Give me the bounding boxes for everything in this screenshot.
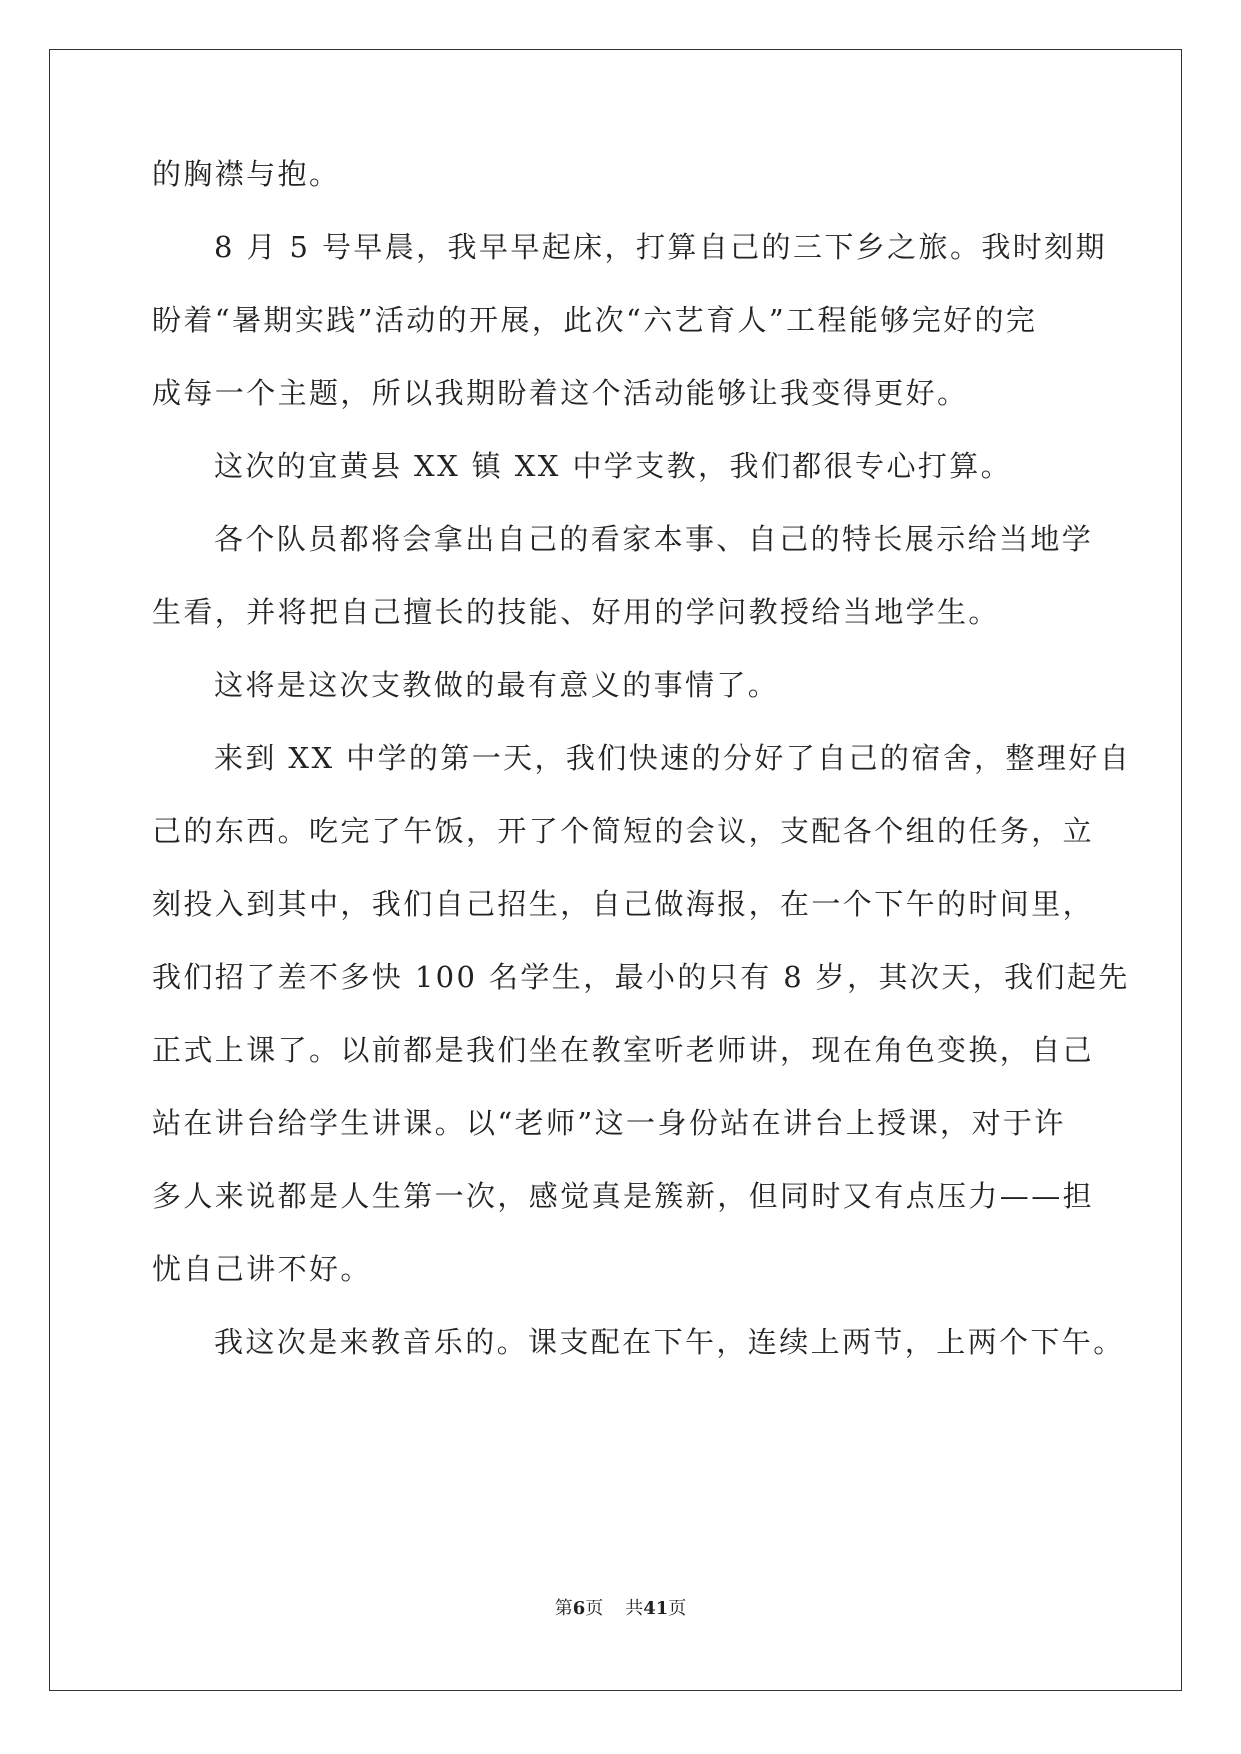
paragraph-line: 这将是这次支教做的最有意义的事情了。 — [214, 668, 780, 702]
paragraph-line: 己的东西。吃完了午饭，开了个简短的会议，支配各个组的任务，立 — [152, 814, 1095, 848]
paragraph-line: 我们招了差不多快 100 名学生，最小的只有 8 岁，其次天，我们起先 — [152, 960, 1130, 994]
paragraph-line: 正式上课了。以前都是我们坐在教室听老师讲，现在角色变换，自己 — [152, 1033, 1095, 1067]
paragraph-line: 忧自己讲不好。 — [152, 1252, 372, 1286]
paragraph-line: 成每一个主题，所以我期盼着这个活动能够让我变得更好。 — [152, 376, 969, 410]
paragraph-line: 8 月 5 号早晨，我早早起床，打算自己的三下乡之旅。我时刻期 — [214, 230, 1107, 264]
total-suffix: 页 — [668, 1598, 687, 1619]
paragraph-line: 刻投入到其中，我们自己招生，自己做海报，在一个下午的时间里， — [152, 887, 1095, 921]
page-suffix: 页 — [585, 1598, 604, 1619]
paragraph-line: 的胸襟与抱。 — [152, 157, 341, 191]
paragraph-line: 来到 XX 中学的第一天，我们快速的分好了自己的宿舍，整理好自 — [214, 741, 1132, 775]
paragraph-line: 我这次是来教音乐的。课支配在下午，连续上两节，上两个下午。 — [214, 1325, 1125, 1359]
paragraph-line: 这次的宜黄县 XX 镇 XX 中学支教，我们都很专心打算。 — [214, 449, 1013, 483]
page-number: 6 — [572, 1598, 586, 1619]
total-pages: 41 — [643, 1598, 669, 1619]
page-prefix: 第 — [554, 1598, 573, 1619]
paragraph-line: 站在讲台给学生讲课。以“老师”这一身份站在讲台上授课，对于许 — [152, 1106, 1066, 1140]
paragraph-line: 多人来说都是人生第一次，感觉真是簇新，但同时又有点压力——担 — [152, 1179, 1095, 1213]
total-prefix: 共 — [625, 1598, 644, 1619]
paragraph-line: 生看，并将把自己擅长的技能、好用的学问教授给当地学生。 — [152, 595, 1000, 629]
page-footer — [0, 1594, 1241, 1620]
paragraph-line: 盼着“暑期实践”活动的开展，此次“六艺育人”工程能够完好的完 — [152, 303, 1038, 337]
paragraph-line: 各个队员都将会拿出自己的看家本事、自己的特长展示给当地学 — [214, 522, 1094, 556]
page-border — [49, 49, 1182, 1691]
